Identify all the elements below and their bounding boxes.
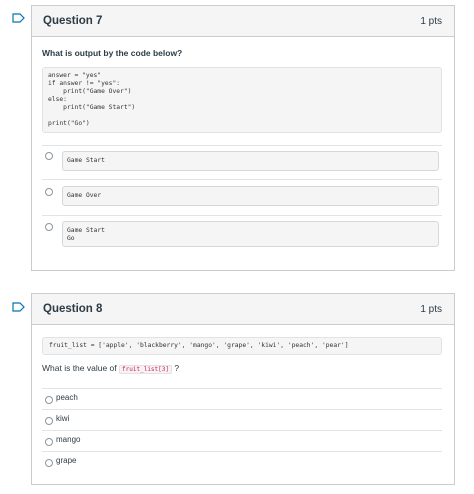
radio-icon[interactable] [45,152,53,160]
question-8-card [31,293,455,485]
answer-option-mango[interactable]: mango [56,435,81,444]
question-7-title: Question 7 [43,15,103,27]
bookmark-icon[interactable] [12,302,25,312]
question-8-prompt [42,363,179,373]
radio-icon[interactable] [45,188,53,196]
question-7-code-block [42,67,442,133]
question-8-points: 1 pts [420,303,442,315]
divider [42,215,442,216]
answer-option-game-start[interactable] [62,151,439,171]
radio-icon[interactable] [45,438,53,446]
divider [42,388,442,389]
question-7-points: 1 pts [420,15,442,27]
inline-code: fruit_list[3] [119,365,172,374]
question-7-card [31,5,455,271]
code-line: if answer != "yes": [48,80,121,87]
question-8-title: Question 8 [43,303,103,315]
radio-icon[interactable] [45,459,53,467]
radio-icon[interactable] [45,396,53,404]
code-line [48,112,436,120]
answer-text: Game Start [67,157,105,164]
divider [42,430,442,431]
radio-icon[interactable] [45,223,53,231]
answer-option-kiwi[interactable]: kiwi [56,414,70,423]
divider [42,145,442,146]
answer-option-grape[interactable]: grape [56,456,77,465]
bookmark-icon[interactable] [12,13,25,23]
answer-option-game-start-go[interactable] [62,221,439,247]
answer-option-peach[interactable]: peach [56,393,78,402]
question-7-prompt: What is output by the code below? [42,48,183,58]
divider [42,451,442,452]
code-line: print("Game Over") [48,88,132,95]
question-8-code-block: fruit_list = ['apple', 'blackberry', 'mango', 'grape', 'kiwi', 'peach', 'pear'] [42,337,442,355]
divider [42,409,442,410]
answer-text: Game Start [67,227,105,234]
question-8-header [32,294,454,325]
radio-icon[interactable] [45,417,53,425]
code-line: else: [48,96,67,103]
answer-text: Go [67,235,75,242]
code-line: print("Game Start") [48,104,136,111]
answer-text: Game Over [67,192,102,199]
answer-option-game-over[interactable] [62,186,439,206]
prompt-text: What is the value of [42,363,117,373]
code-line: answer = "yes" [48,72,102,79]
divider [42,179,442,180]
question-7-header [32,6,454,37]
prompt-text: ? [174,363,180,373]
code-line: print("Go") [48,120,90,127]
